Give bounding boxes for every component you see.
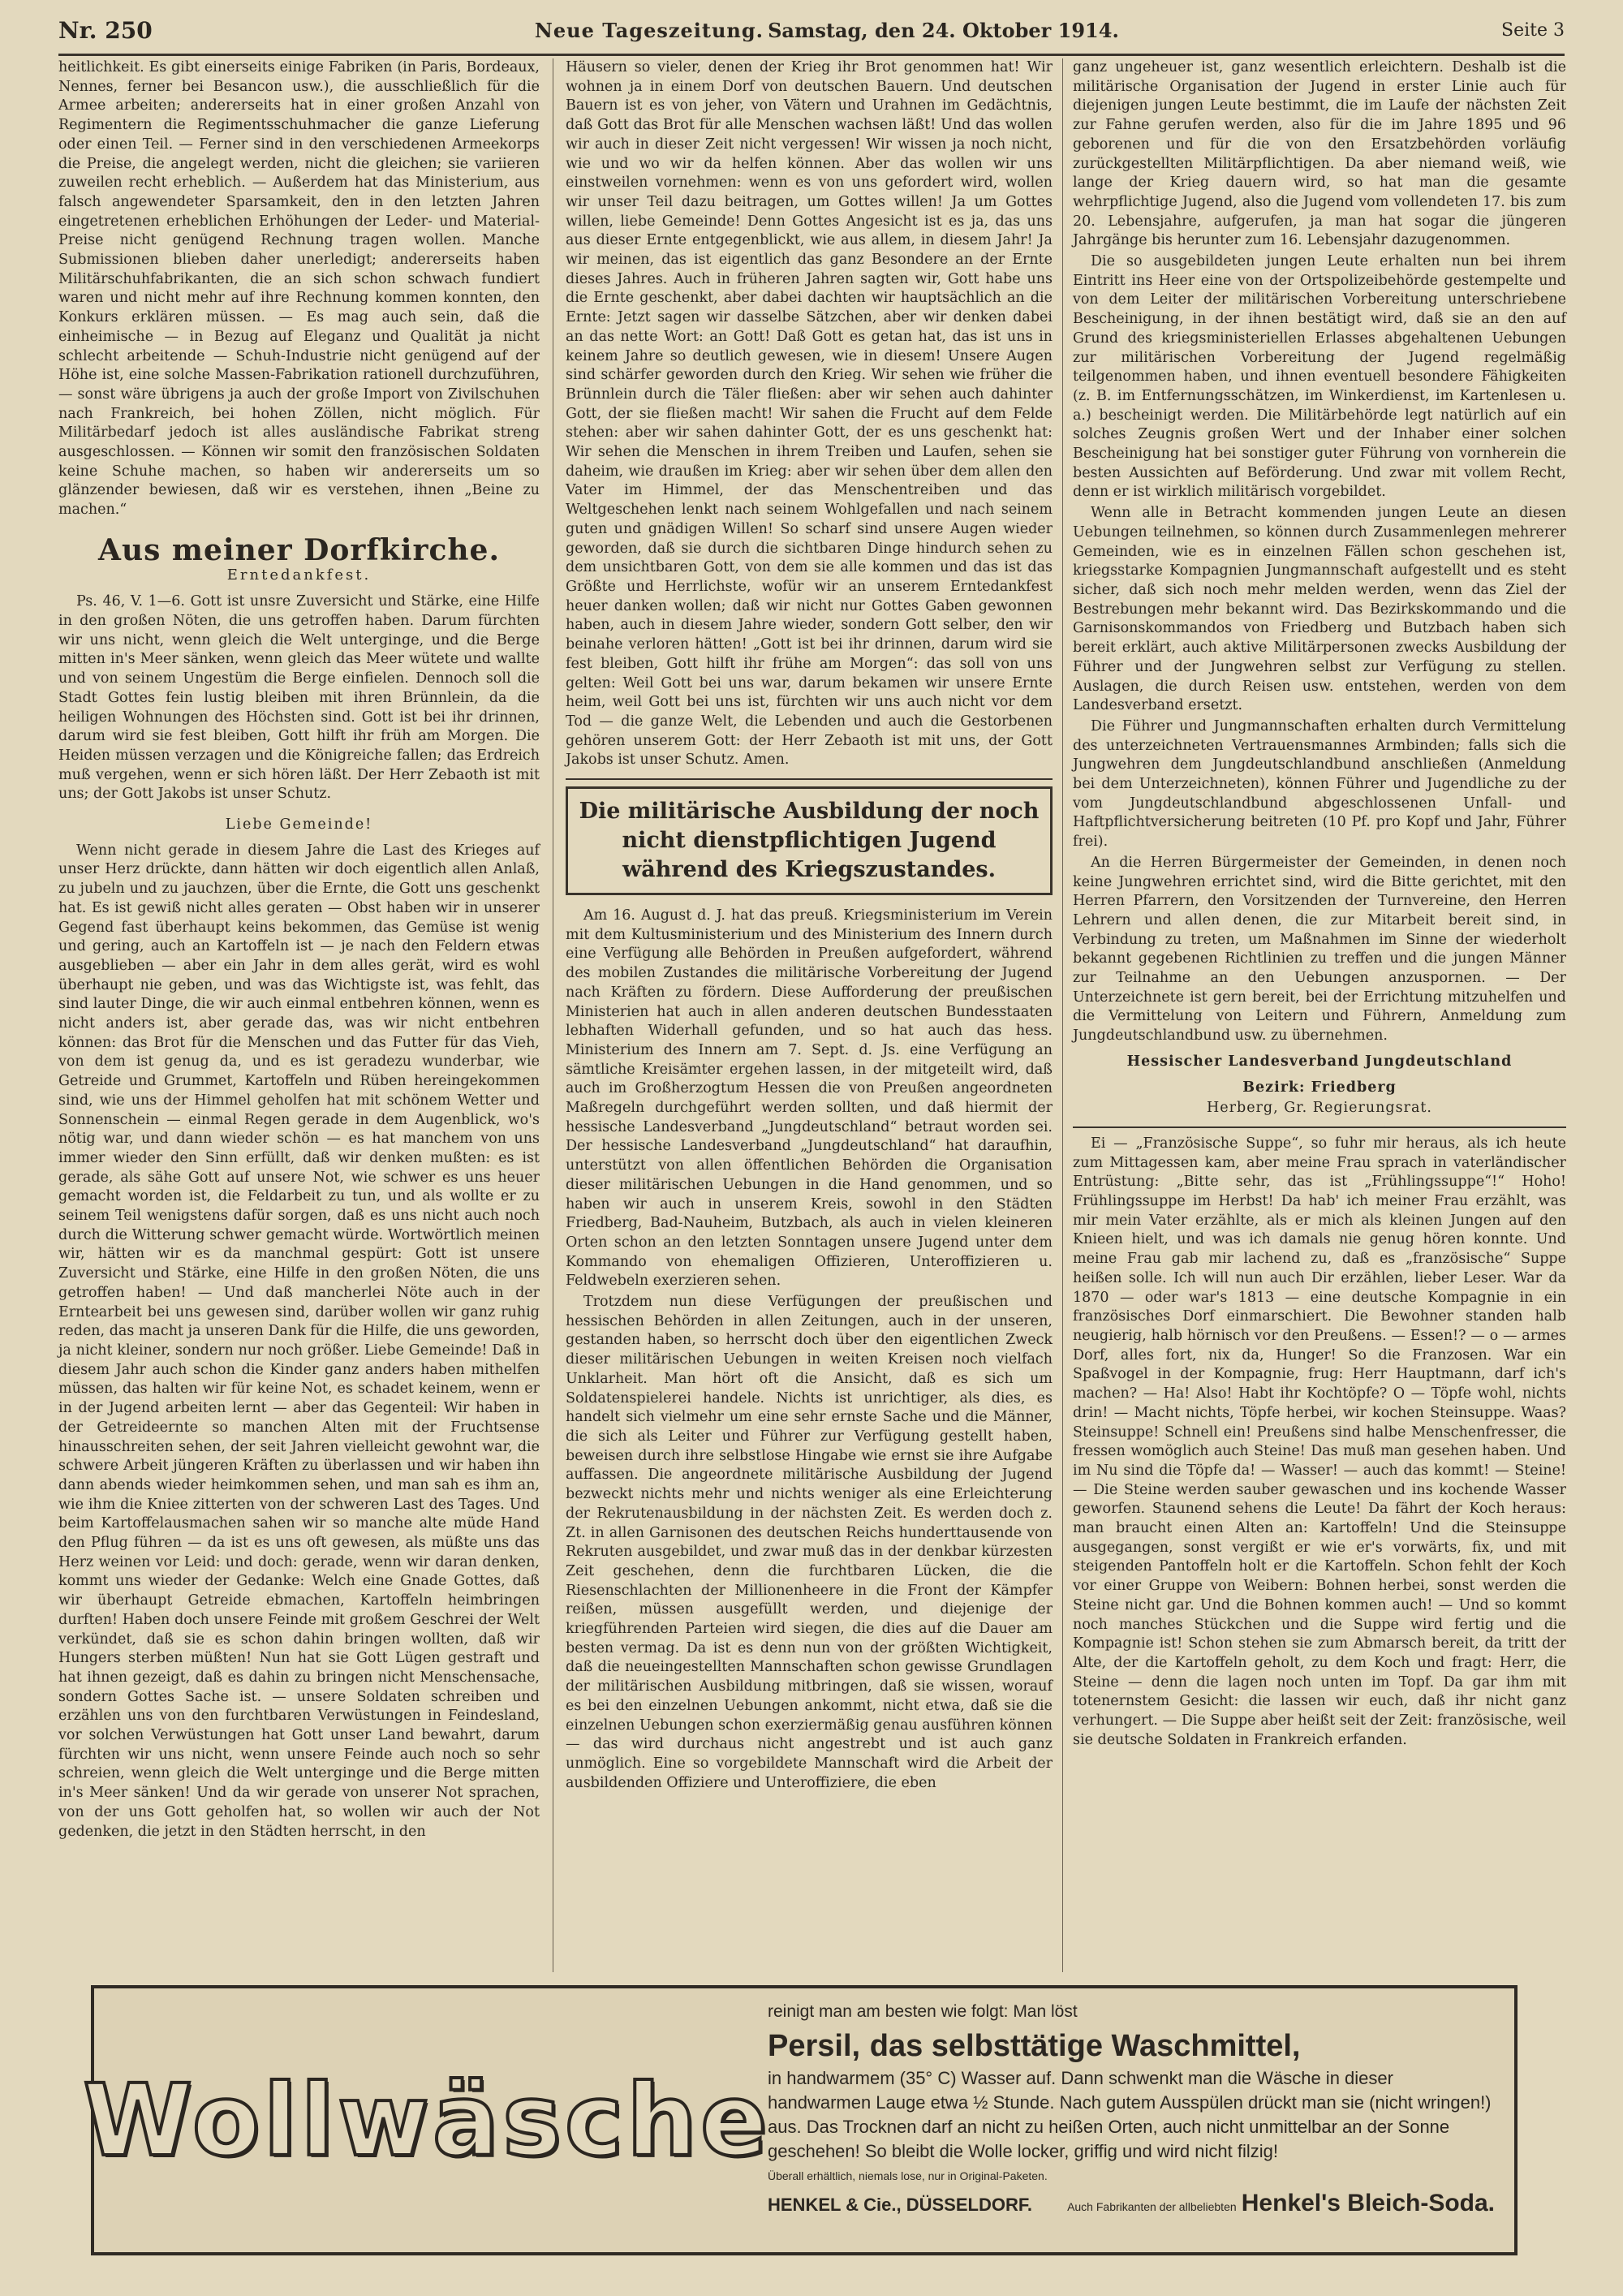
article-signature-author: Herberg, Gr. Regierungsrat.: [1207, 1100, 1432, 1117]
ad-also-label: Auch Fabrikanten der allbeliebten: [1067, 2200, 1237, 2213]
column-3: [1073, 58, 1566, 1972]
section-separator: [566, 778, 1053, 780]
page-number: Seite 3: [1501, 19, 1565, 41]
ad-product-tagline: das selbsttätige Waschmittel,: [869, 2029, 1301, 2063]
issue-date: Samstag, den 24. Oktober 1914.: [768, 18, 1119, 42]
article-continuation: Häusern so vieler, denen der Krieg ihr Brot genommen hat! Wir wohnen ja in einem Dorf von deutschen Bauern. Und deutschen Bauern ist es von jeher, von Vätern und Urahnen im Gedächtnis, daß Gott das Brot für alle Menschen wachsen läßt! Und das wollen wir auch in dieser Zeit nicht vergessen! Wir wissen ja noch nicht, wie und wo wir da helfen können. Aber das wollen wir uns einstweilen vornehmen: wenn es von uns gefordert wird, wollen wir unser Teil dazu beitragen, um Gottes willen! Ja um Gottes willen, liebe Gemeinde! Denn Gottes Angesicht ist es ja, das uns aus dieser Ernte entgegenblickt, wie aus allem, in diesem Jahr! Ja wir meinen, das ist eigentlich das ganz Besondere an der Ernte dieses Jahres. Auch in früheren Jahren sagten wir, Gott habe uns die Ernte geschenkt, aber dabei dachten wir hauptsächlich an die Ernte: Jetzt sagen wir dasselbe Sätzchen, aber wir denken dabei an das nette Wort: an Gott! Daß Gott es getan hat, das ist uns in keinem Jahre so deutlich gewesen, wie in diesem! Unsere Augen sind schärfer geworden durch den Krieg. Wir sehen wie früher die Brünnlein durch die Täler fließen: aber wir sehen auch dahinter Gott, der sie fließen macht! Wir sahen die Frucht auf dem Felde stehen: aber wir sahen dahinter Gott, der es uns geschenkt hat: Wir sehen die Menschen in ihrem Treiben und Laufen, sehen sie daheim, wie draußen im Krieg: aber wir sehen über dem allen den Vater im Himmel, der das Menschentreiben und das Weltgeschehen lenkt nach seinem Wohlgefallen und nach seinem guten und gnädigen Willen! So scharf sind unsere Augen wieder geworden, daß sie durch die sichtbaren Dinge hindurch sehen zu dem unsichtbaren Gott, von dem sie alle kommen und das ist das Größte und Herrlichste, wofür wir an unserem Erntedankfest heuer danken wollen; daß wir nicht nur Gottes Gaben gewonnen haben, auch in diesem Jahre wieder, sondern Gott selber, den wir beinahe verloren hätten! „Gott ist bei ihr drinnen, darum wird sie fest bleiben, Gott hilft ihr frühe am Morgen“: das soll von uns gelten: Weil Gott bei uns war, darum bekamen wir unsere Ernte heim, weil Gott bei uns ist, fürchten wir uns auch nicht vor dem Tod — die ganze Welt, die Lebenden und auch die Gestorbenen gehören unserem Gott: der Herr Zebaoth ist mit uns, der Gott Jakobs ist unser Schutz. Amen.: [566, 59, 1053, 769]
ad-availability-note: Überall erhältlich, niemals lose, nur in Original-Paketen.: [768, 2169, 1048, 2182]
article-paragraph: Wenn nicht gerade in diesem Jahre die Last des Krieges auf unser Herz drückte, dann hätten wir doch eigentlich allen Anlaß, zu jubeln und zu jauchzen, über die Ernte, die Gott uns geschenkt hat. Es ist gewiß nicht alles geraten — Obst haben wir in unserer Gegend fast überhaupt keins bekommen, das Gemüse ist wenig und gering, auch an Kartoffeln ist — je nach den Feldern etwas ausgeblieben — aber ein Jahr in dem alles gerät, wird es wohl überhaupt nie geben, und was das Wichtigste ist, was fehlt, das sind lauter Dinge, die wir auch einmal entbehren können, wenn es nicht anders ist, aber gerade das, was wir nicht entbehren können: das Brot für die Menschen und das Futter für das Vieh, von dem ist genug da, und es ist geradezu wunderbar, wie Getreide und Grummet, Kartoffeln und Rüben hereingekommen sind, wie uns der Himmel geholfen hat mit schönem Wetter und Sonnenschein — einmal Regen gerade in dem Augenblick, wo's nötig war, und dann wieder schön — es hat manchem von uns immer wieder den Sinn erfüllt, daß wir denken mußten: es ist gerade, als sähe Gott auf unsere Not, wie schwer es uns heuer gemacht worden ist, die Feldarbeit zu tun, und als wollte er zu seinem Teil wenigstens dafür sorgen, daß es uns nicht auch noch durch die Witterung schwer gemacht würde. Wortwörtlich meinen wir, hätten wir es da manchmal gespürt: Gott ist unsere Zuversicht und Stärke, eine Hilfe in den großen Nöten, die uns getroffen haben! — Und daß mancherlei Nöte auch in der Erntearbeit bei uns gewesen sind, darüber wollen wir ganz ruhig reden, das macht ja unseren Dank für die Hilfe, die uns geworden, ja nicht kleiner, sondern nur noch größer. Liebe Gemeinde! Daß in diesem Jahr auch schon die Kinder ganz anders haben mithelfen müssen, das halten wir für keine Not, es schadet keinem, wenn er in der Jugend arbeiten lernt — aber das Gegenteil: Wir haben in der Getreideernte so manchen Alten mit der Fruchtsense hinausschreiten sehen, der seit Jahren vielleicht gewohnt war, die schwere Arbeit jüngeren Kräften zu überlassen und wir haben ihn dann abends wieder heimkommen sehen, und man sah es ihm an, wie ihm die Kniee zitterten von der schweren Last des Tages. Und beim Kartoffelausmachen sahen wir so manche alte müde Hand den Pflug führen — da ist es uns oft gewesen, als müßte uns das Herz weinen vor Leid: und doch: gerade, wenn wir daran denken, kommt uns wieder der Gedanke: Welch eine Gnade Gottes, daß wir überhaupt Getreide ebmachen, Kartoffeln heimbringen durften! Haben doch unsere Feinde mit großem Geschrei der Welt verkündet, daß sie es schon dahin bringen wollten, daß wir Hungers sterben müßten! Nun hat sie Gott Lügen gestraft und hat ihnen gezeigt, daß es dahin zu bringen nicht Menschensache, sondern Gottes Sache ist. — unsere Soldaten schreiben und erzählen uns von den furchtbaren Verwüstungen in Feindesland, vor solchen Verwüstungen hat Gott unser Land bewahrt, darum fürchten wir uns nicht, wenn unsere Feinde auch noch so sehr schreien, wenn gleich die Welt unterginge und die Berge mitten in's Meer sänken! Und da wir gerade von unserer Not sprachen, von der uns Gott geholfen hat, so wollen wir auch der Not gedenken, die jetzt in den Städten herrscht, in den: [58, 842, 540, 1840]
column-2: [566, 58, 1053, 1972]
ad-product-name: Persil,: [768, 2029, 861, 2063]
ad-instructions: in handwarmem (35° C) Wasser auf. Dann schwenkt man die Wäsche in dieser handwarmen Lauge etwa ½ Stunde. Nach gutem Ausspülen drückt man sie (nicht wringen!) aus. Das Trocknen darf an nicht zu heißen Orten, auch nicht unmittelbar an der Sonne geschehen! So bleibt die Wolle locker, griffig und wird nicht filzig!: [768, 2068, 1492, 2161]
ad-product-line: [768, 2024, 1495, 2066]
article-paragraph: Am 16. August d. J. hat das preuß. Kriegsministerium im Verein mit dem Kultusministerium und des Ministerium des Innern durch eine Verfügung alle Behörden in Preußen aufgefordert, während des mobilen Zustandes die militärische Vorbereitung der Jugend nach Kräften zu fördern. Diese Aufforderung der preußischen Ministerien hat auch in allen anderen deutschen Bundesstaaten lebhaften Widerhall gefunden, und so hat auch das hess. Ministerium des Innern am 7. Sept. d. Js. eine Verfügung an sämtliche Kreisämter ergehen lassen, in der mitgeteilt wird, daß auch im Großherzogtum Hessen die von Preußen angeordneten Maßregeln durchgeführt werden sollten, und daß hiermit der hessische Landesverband „Jungdeutschland“ betraut worden sei. Der hessische Landesverband „Jungdeutschland“ hat daraufhin, unterstützt von allen öffentlichen Behörden die Organisation dieser militärischen Uebungen in die Hand genommen, und so haben wir auch in unserem Kreis, sowohl in den Städten Friedberg, Bad-Nauheim, Butzbach, als auch in vielen kleineren Orten schon an den letzten Sonntagen unsere Jugend unter dem Kommando von ehemaligen Offizieren, Unteroffizieren u. Feldwebeln exerzieren sehen.: [566, 907, 1053, 1290]
article-headline: Aus meiner Dorfkirche.: [98, 532, 500, 567]
ad-bleich-soda: Henkel's Bleich-Soda.: [1241, 2190, 1495, 2216]
article-paragraph: An die Herren Bürgermeister der Gemeinden, in denen noch keine Jungwehren errichtet sind, wird die Bitte gerichtet, mit den Herren Pfarrern, den Vorsitzenden der Turnvereine, den Herren Lehrern und allen denen, die zur Mitarbeit bereit sind, in Verbindung zu treten, um Maßnahmen im Sinne der wiederholt bekannt gegebenen Richtlinien zu treffen und die jungen Männer zur Teilnahme an den Uebungen anzuspornen. — Der Unterzeichnete ist gern bereit, bei der Errichtung mitzuhelfen und die Vermittelung von Leitern und Führern, Anmeldung zum Jungdeutschlandbund usw. zu übernehmen.: [1073, 854, 1566, 1045]
persil-advertisement: [83, 1985, 1518, 2255]
article-paragraph: Wenn alle in Betracht kommenden jungen Leute an diesen Uebungen teilnehmen, so können durch Zusammenlegen mehrerer Gemeinden, wie es in einzelnen Fällen schon geschehen ist, kriegsstarke Kompagnien Jungmannschaft aufgestellt und es steht sicher, daß sich noch mehr melden werden, wenn das Ziel der Bestrebungen mehr bekannt wird. Das Bezirkskommando und die Garnisonskommandos von Friedberg und Butzbach haben sich bereit erklärt, auch aktive Militärpersonen zwecks Ausbildung der Führer und der Jungwehren selbst zur Verfügung zu stellen. Auslagen, die durch Reisen usw. entstehen, werden von dem Landesverband ersetzt.: [1073, 505, 1566, 714]
article-paragraph: Trotzdem nun diese Verfügungen der preußischen und hessischen Behörden in allen Zeitungen, auch in der unseren, gestanden haben, so herrscht doch über den eigentlichen Zweck dieser militärischen Uebungen in weiten Kreisen noch vielfach Unklarheit. Man hört oft die Ansicht, daß es sich um Soldatenspielerei handele. Nichts ist unrichtiger, als dies, es handelt sich vielmehr um eine sehr ernste Sache und die Männer, die sich als Leiter und Führer zur Verfügung gestellt haben, beweisen durch ihre selbstlose Hingabe wie ernst sie ihre Aufgabe auffassen. Die angeordnete militärische Ausbildung der Jugend bezweckt nichts mehr und nichts weniger als eine Erleichterung der Rekrutenausbildung in der nächsten Zeit. Es werden doch z. Zt. in allen Garnisonen des deutschen Reichs hunderttausende von Rekruten ausgebildet, und zwar muß das in der denkbar kürzesten Zeit geschehen, denn die furchtbaren Lücken, die die Riesenschlachten der Millionenheere in die Front der Kämpfer reißen, müssen ausgefüllt werden, und diejenige der kriegführenden Parteien wird siegen, die dies auf die Dauer am besten vermag. Da ist es denn nun von der größten Wichtigkeit, daß die neueingestellten Mannschaften schon gewisse Grundlagen der militärischen Ausbildung mitbringen, daß sie wissen, worauf es bei den einzelnen Uebungen ankommt, nicht etwa, daß sie die einzelnen Uebungen schon exerziermäßig genau ausführen können — das wird durchaus nicht angestrebt und ist auch ganz unmöglich. Eine so vorgebildete Mannschaft wird die Arbeit der ausbildenden Offiziere und Unteroffiziere, die eben: [566, 1294, 1053, 1791]
ad-intro: reinigt man am besten wie folgt: Man löst: [768, 2002, 1078, 2021]
article-headline: Die militärische Ausbildung der noch nicht dienstpflichtigen Jugend während des Kriegszustandes.: [566, 786, 1053, 895]
article-salutation: Liebe Gemeinde!: [225, 816, 373, 834]
issue-number: Nr. 250: [58, 16, 153, 44]
paper-name: Neue Tageszeitung.: [534, 18, 764, 42]
article-paragraph: Die so ausgebildeten jungen Leute erhalten nun bei ihrem Eintritt ins Heer eine von der Ortspolizeibehörde gestempelte und von dem Leiter der militärischen Vorbereitung unterschriebene Bescheinigung, in der ihnen bestätigt wird, daß sie an den auf Grund des kriegsministeriellen Erlasses abgehaltenen Uebungen zur militärischen Vorbereitung der Jugend regelmäßig teilgenommen haben, und ihnen eventuell besondere Fähigkeiten (z. B. im Entfernungsschätzen, im Winkerdienst, im Kartenlesen u. a.) bescheinigt werden. Die Militärbehörde legt natürlich auf ein solches Zeugnis großen Wert und der Inhaber einer solchen Bescheinigung hat bei sonstiger guter Führung von vornherein die besten Aussichten auf Beförderung. Und zwar mit vollem Recht, denn er ist wirklich militärisch vorgebildet.: [1073, 253, 1566, 501]
ad-footer: [768, 2191, 1495, 2219]
masthead-line: [535, 19, 1119, 42]
anecdote-paragraph: Ei — „Französische Suppe“, so fuhr mir heraus, als ich heute zum Mittagessen kam, aber meine Frau sprach in vaterländischer Entrüstung: „Bitte sehr, das ist „Frühlingssuppe“!“ Hoho! Frühlingssuppe im Herbst! Da hab' ich meiner Frau erzählt, was mir mein Vater erzählte, als er mich als kleinen Jungen auf den Knieen hielt, und was ich damals nie genug hören konnte. Und meine Frau gab mir lachend zu, daß es „französische“ Suppe heißen solle. Ich will nun auch Dir erzählen, lieber Leser. War da 1870 — oder war's 1813 — eine deutsche Kompagnie in ein französisches Dorf einmarschiert. Die Bewohner standen halb neugierig, halb hörnisch vor den Preußens. — Essen!? — o — armes Dorf, alles fort, nix da, Hunger! So die Franzosen. War ein Spaßvogel in der Kompagnie, frug: Herr Hauptmann, darf ich's machen? — Ha! Also! Habt ihr Kochtöpfe? O — Töpfe wohl, nichts drin! — Macht nichts, Töpfe herbei, wir kochen Steinsuppe. Waas? Steinsuppe! Schnell ein! Preußens sind halbe Menschenfresser, die fressen womöglich auch Steine! Das muß man gesehen haben. Und im Nu sind die Töpfe da! — Wasser! — auch das kommt! — Steine! — Die Steine werden sauber gewaschen und ins kochende Wasser geworfen. Staunend sehens die Leute! Da fährt der Koch heraus: man braucht einen Alten an: Kartoffeln! Und die Steinsuppe ausgegangen, sonst vergißt er wie er's vorwärts, fix, und mit steigenden Pantoffeln holt er die Kartoffeln. Schon fehlt der Koch vor einer Gruppe von Weibern: Bohnen herbei, sonst werden die Steine nicht gar. Und die Bohnen kommen auch! — Und so kommt noch manches Stückchen und die Suppe wird fertig und die Kompagnie ist! Schon stehen sie zum Abmarsch bereit, da tritt der Alte, der die Kartoffeln geholt, zu dem Koch und fragt: Herr, die Steine — denn die lagen noch unten im Topf. Da gar ihm mit totenernstem Gesicht: die lassen wir euch, daß ihr nicht ganz verhungert. — Die Suppe aber heißt seit der Zeit: französische, weil sie deutsche Soldaten in Frankreich erfanden.: [1073, 1135, 1566, 1748]
column-divider: [1062, 58, 1063, 1972]
article-signature: Hessischer Landesverband Jungdeutschland: [1126, 1053, 1513, 1070]
page-header: [58, 6, 1565, 56]
ad-wordmark: Wollwäsche: [83, 2062, 771, 2178]
article-paragraph: Die Führer und Jungmannschaften erhalten durch Vermittelung des unterzeichneten Vertrauensmannes Armbinden; falls sich die Jungwehren dem Jungdeutschlandbund anschließen (Anmeldung bei dem Unterzeichneten), können Führer und Jugendliche zu der vom Jungdeutschlandbund abgeschlossenen Unfall- und Haftpflichtversicherung beitreten (10 Pf. pro Kopf und Jahr, Führer frei).: [1073, 717, 1566, 851]
article-paragraph: Ps. 46, V. 1—6. Gott ist unsre Zuversicht und Stärke, eine Hilfe in den großen Nöten, die uns getroffen haben. Darum fürchten wir uns nicht, wenn gleich die Welt unterginge, und die Berge mitten in's Meer sänken, wenn gleich das Meer wütete und wallte und von seinem Ungestüm die Berge einfielen. Dennoch soll die Stadt Gottes fein lustig bleiben mit ihren Brünnlein, da die heiligen Wohnungen des Höchsten sind. Gott ist bei ihr drinnen, darum wird sie fest bleiben, Gott hilft ihr früh am Morgen. Die Heiden müssen verzagen und die Königreiche fallen; das Erdreich muß vergehen, wenn er sich hören läßt. Der Herr Zebaoth ist mit uns; der Gott Jakobs ist unser Schutz.: [58, 593, 540, 803]
article-continuation: ganz ungeheuer ist, ganz wesentlich erleichtern. Deshalb ist die militärische Organisation der Jugend in erster Linie auch für diejenigen jungen Leute bestimmt, die im Laufe der nächsten Zeit zur Fahne gerufen werden, also für die im Jahre 1895 und 96 geborenen und für die von den Ersatzbehörden vorläufig zurückgestellten Militärpflichtigen. Da aber niemand weiß, wie lange der Krieg dauern wird, so hat man die gesamte wehrpflichtige Jugend, also die Jugend vom vollendeten 17. bis zum 20. Lebensjahre, aufgerufen, ja man hat sogar die jüngeren Jahrgänge bis herunter zum 16. Lebensjahr dazugenommen.: [1073, 59, 1566, 249]
ad-wordmark-panel: [83, 1988, 771, 2252]
section-separator: [1073, 1126, 1566, 1128]
ad-also-line: [1067, 2191, 1495, 2219]
article-signature-district: Bezirk: Friedberg: [1242, 1079, 1397, 1096]
ad-manufacturer: HENKEL & Cie., DÜSSELDORF.: [768, 2195, 1032, 2215]
article-subheadline: Erntedankfest.: [226, 566, 372, 584]
article-continuation: heitlichkeit. Es gibt einerseits einige Fabriken (in Paris, Bordeaux, Nennes, ferner bei Besancon usw.), die ausschließlich für die Armee arbeiten; andererseits hat in einer großen Anzahl von Regimentern die Regimentsschuhmacher die ganze Lieferung oder einen Teil. — Ferner sind in den verschiedenen Armeekorps die Preise, die angelegt werden, nicht die gleichen; sie variieren zuweilen recht erheblich. — Außerdem hat das Ministerium, aus falsch angewendeter Sparsamkeit, den in den letzten Jahren eingetretenen erheblichen Erhöhungen der Leder- und Material-Preise nicht genügend Rechnung tragen wollen. Manche Submissionen blieben daher unerledigt; andererseits haben Militärschuhfabrikanten, die an sich schon schwach fundiert waren und nicht mehr auf ihre Rechnung kommen konnten, den Konkurs erklären müssen. — Es mag auch sein, daß die einheimische — in Bezug auf Eleganz und Qualität ja nicht schlecht arbeitende — Schuh-Industrie nicht genügend auf der Höhe ist, eine solche Massen-Fabrikation rationell durchzuführen, — sonst wäre übrigens ja auch der große Import von Zivilschuhen nach Frankreich, bei hohen Zöllen, nicht möglich. Für Militärbedarf jedoch ist alles ausländische Fabrikat streng ausgeschlossen. — Können wir somit den französischen Soldaten keine Schuhe machen, so haben wir andererseits um so glänzender bewiesen, daß wir es verstehen, ihnen „Beine zu machen.“: [58, 59, 540, 519]
column-1: [58, 58, 540, 1972]
ad-text-panel: [760, 1988, 1514, 2252]
